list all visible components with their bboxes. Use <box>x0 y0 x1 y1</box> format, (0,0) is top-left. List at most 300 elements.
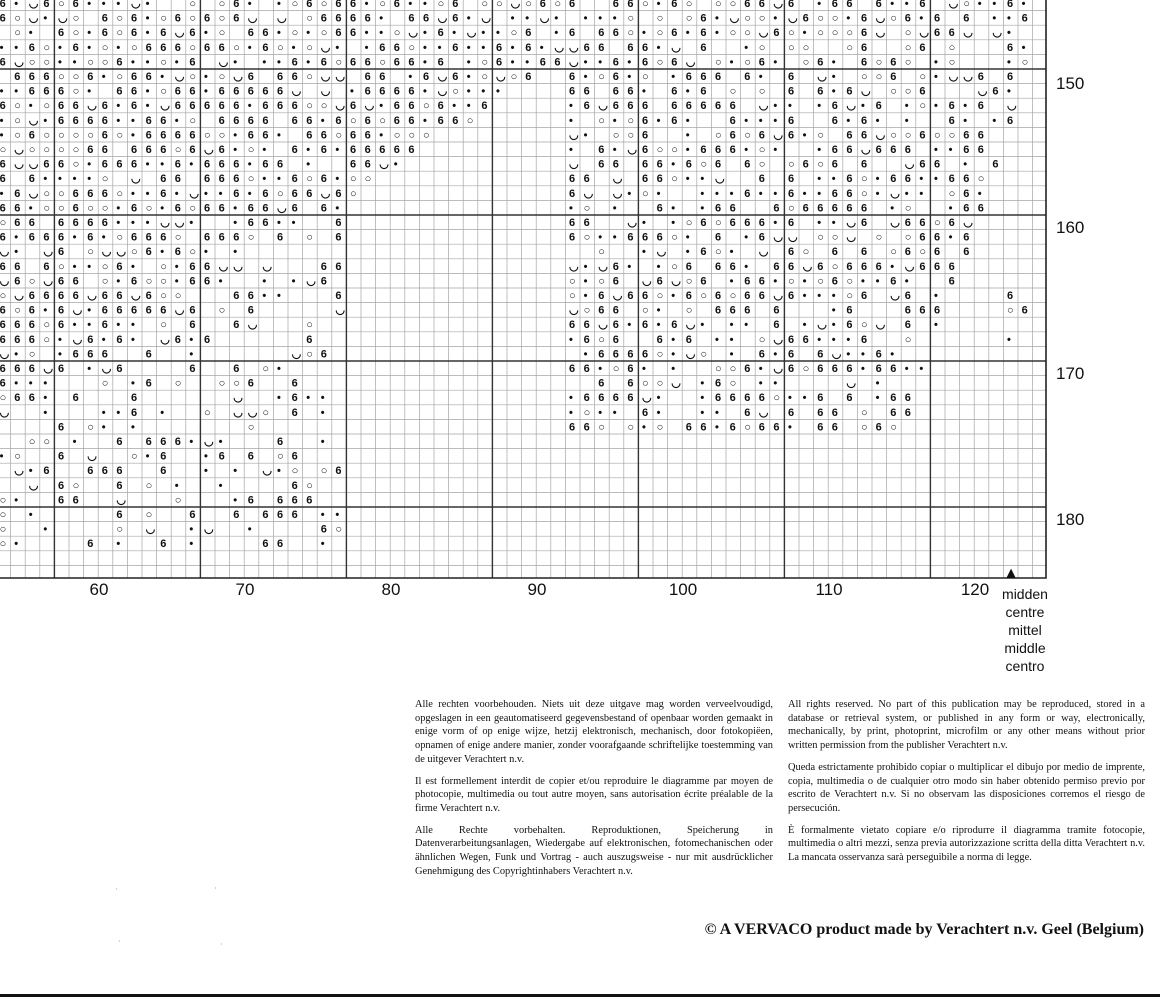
svg-text:○: ○ <box>0 538 7 551</box>
svg-text:○: ○ <box>481 56 489 69</box>
svg-text:•: • <box>145 187 150 200</box>
svg-text:○: ○ <box>700 348 708 361</box>
svg-text:•: • <box>744 144 749 156</box>
svg-text:6: 6 <box>569 231 576 244</box>
svg-text:6: 6 <box>131 71 138 83</box>
svg-text:6: 6 <box>247 27 254 40</box>
svg-text:6: 6 <box>642 129 649 142</box>
svg-text:6: 6 <box>28 392 35 405</box>
svg-text:•: • <box>320 114 325 127</box>
svg-text:•: • <box>320 538 325 551</box>
center-word-english: middle <box>1004 640 1046 656</box>
svg-text:•: • <box>846 333 851 346</box>
svg-text:•: • <box>934 56 938 69</box>
svg-text:6: 6 <box>58 231 65 244</box>
svg-text:○: ○ <box>817 275 824 288</box>
svg-text:6: 6 <box>174 158 181 171</box>
svg-text:◡: ◡ <box>773 129 784 142</box>
svg-text:◡: ◡ <box>204 436 214 448</box>
svg-text:○: ○ <box>58 202 65 215</box>
svg-text:◡: ◡ <box>204 144 214 156</box>
svg-text:6: 6 <box>350 100 357 113</box>
svg-text:○: ○ <box>0 494 7 507</box>
svg-text:◡: ◡ <box>28 158 39 171</box>
svg-text:6: 6 <box>145 436 152 448</box>
svg-text:•: • <box>320 509 325 521</box>
svg-text:◡: ◡ <box>890 187 900 200</box>
svg-text:6: 6 <box>101 27 108 40</box>
svg-text:6: 6 <box>247 114 254 127</box>
column-label-110: 110 <box>815 580 843 599</box>
svg-text:6: 6 <box>744 406 751 419</box>
svg-text:•: • <box>43 114 48 127</box>
svg-text:• <box>0 86 4 98</box>
svg-text:•: • <box>671 290 676 302</box>
svg-text:6: 6 <box>569 421 576 434</box>
svg-text:6: 6 <box>14 187 21 200</box>
svg-text:6: 6 <box>408 12 415 25</box>
svg-text:○: ○ <box>423 100 430 113</box>
svg-text:6: 6 <box>247 71 254 83</box>
svg-text:•: • <box>554 27 559 40</box>
svg-text:○: ○ <box>101 202 109 215</box>
svg-text:•: • <box>861 275 865 288</box>
svg-text:•: • <box>408 0 413 10</box>
svg-text:6: 6 <box>452 71 459 83</box>
svg-text:6: 6 <box>627 363 634 375</box>
svg-text:•: • <box>1021 0 1026 10</box>
svg-text:6: 6 <box>247 304 254 317</box>
svg-text:•: • <box>817 100 822 113</box>
svg-text:6: 6 <box>583 217 590 229</box>
svg-text:6: 6 <box>963 187 970 200</box>
svg-text:•: • <box>904 114 909 127</box>
svg-text:6: 6 <box>773 27 780 40</box>
svg-text:6: 6 <box>948 100 955 113</box>
svg-text:6: 6 <box>861 333 868 346</box>
svg-text:6: 6 <box>28 304 35 317</box>
svg-text:6: 6 <box>598 27 605 40</box>
svg-text:6: 6 <box>379 41 386 54</box>
svg-text:• <box>0 188 4 200</box>
svg-text:○: ○ <box>87 56 94 69</box>
svg-text:6: 6 <box>43 158 50 171</box>
svg-text:6: 6 <box>174 333 181 346</box>
svg-text:○: ○ <box>58 260 65 273</box>
svg-text:6: 6 <box>861 129 868 142</box>
svg-text:6: 6 <box>350 27 357 40</box>
svg-text:•: • <box>963 114 968 127</box>
legal-french: Il est formellement interdit de copier et/ou reproduire le diagramme par moyen de photocopie, multimedia ou tout autre moyen, sans autorisation écrite préalable de la firme Verachtert n.v. <box>415 775 773 814</box>
svg-text:•: • <box>218 187 223 200</box>
svg-text:○: ○ <box>233 41 240 54</box>
svg-text:6: 6 <box>569 85 576 98</box>
svg-text:6: 6 <box>43 290 50 302</box>
svg-text:◡: ◡ <box>569 56 579 69</box>
svg-text:○: ○ <box>700 158 708 171</box>
svg-text:6: 6 <box>788 0 795 10</box>
svg-text:6: 6 <box>101 348 108 361</box>
svg-text:•: • <box>233 494 238 507</box>
svg-text:○: ○ <box>627 114 635 127</box>
svg-text:•: • <box>583 290 588 302</box>
svg-text:•: • <box>773 100 778 113</box>
svg-text:6: 6 <box>116 509 123 521</box>
svg-text:6: 6 <box>291 187 298 200</box>
svg-text:6: 6 <box>14 333 21 346</box>
bottom-rule <box>0 994 1160 997</box>
svg-text:•: • <box>306 392 311 405</box>
svg-text:◡: ◡ <box>189 187 200 200</box>
svg-text:6: 6 <box>919 158 926 171</box>
svg-text:○: ○ <box>642 0 649 10</box>
svg-text:6: 6 <box>642 144 649 156</box>
svg-text:6: 6 <box>569 187 576 200</box>
svg-text:6: 6 <box>700 27 707 40</box>
svg-text:•: • <box>773 144 778 156</box>
svg-text:○: ○ <box>72 158 80 171</box>
svg-text:○: ○ <box>817 27 824 40</box>
svg-text:•: • <box>131 56 135 69</box>
svg-text:○: ○ <box>788 275 795 288</box>
svg-text:○: ○ <box>379 56 386 69</box>
svg-text:6: 6 <box>0 333 6 346</box>
svg-text:•: • <box>948 231 953 244</box>
svg-text:◡: ◡ <box>131 173 141 186</box>
svg-text:6: 6 <box>408 56 415 69</box>
svg-text:○: ○ <box>452 85 459 98</box>
svg-text:6: 6 <box>218 100 225 113</box>
svg-text:•: • <box>145 158 150 171</box>
legal-notice-left-column <box>415 698 773 886</box>
svg-text:•: • <box>685 173 690 186</box>
svg-text:6: 6 <box>773 304 780 317</box>
svg-text:6: 6 <box>43 260 50 273</box>
svg-text:◡: ◡ <box>612 290 623 302</box>
svg-text:6: 6 <box>861 246 868 259</box>
svg-text:6: 6 <box>569 319 576 332</box>
svg-text:6: 6 <box>87 114 94 127</box>
svg-text:•: • <box>72 56 77 69</box>
svg-text:•: • <box>174 56 179 69</box>
svg-text:•: • <box>598 12 603 25</box>
svg-text:6: 6 <box>831 363 838 375</box>
svg-text:○: ○ <box>1021 56 1029 69</box>
svg-text:◡: ◡ <box>671 275 681 288</box>
svg-text:6: 6 <box>72 348 79 361</box>
svg-text:○: ○ <box>817 158 824 171</box>
svg-text:6: 6 <box>598 41 605 54</box>
svg-text:•: • <box>116 319 121 332</box>
svg-text:6: 6 <box>861 290 868 302</box>
svg-text:•: • <box>875 173 880 186</box>
svg-text:6: 6 <box>233 509 240 521</box>
svg-text:•: • <box>145 27 150 40</box>
svg-text:6: 6 <box>218 85 225 98</box>
svg-text:6: 6 <box>393 100 400 113</box>
svg-text:◡: ◡ <box>14 144 24 156</box>
svg-text:•: • <box>145 12 150 25</box>
row-label-160: 160 <box>1056 218 1085 237</box>
svg-text:•: • <box>14 41 19 54</box>
svg-text:6: 6 <box>919 41 926 54</box>
svg-text:•: • <box>423 0 427 10</box>
svg-text:6: 6 <box>160 27 167 40</box>
svg-text:•: • <box>525 56 530 69</box>
svg-text:6: 6 <box>904 304 911 317</box>
svg-text:6: 6 <box>160 465 167 478</box>
svg-text:6: 6 <box>189 319 196 332</box>
svg-text:•: • <box>904 187 909 200</box>
svg-text:•: • <box>466 71 471 83</box>
svg-text:•: • <box>291 217 296 229</box>
svg-text:6: 6 <box>612 85 619 98</box>
svg-text:•: • <box>116 202 121 215</box>
svg-text:6: 6 <box>116 290 123 302</box>
svg-text:6: 6 <box>744 275 751 288</box>
svg-text:6: 6 <box>919 0 926 10</box>
svg-text:•: • <box>1007 12 1011 25</box>
svg-text:○: ○ <box>72 85 80 98</box>
svg-text:6: 6 <box>320 348 327 361</box>
svg-text:6: 6 <box>569 71 576 83</box>
svg-text:6: 6 <box>72 187 79 200</box>
svg-text:•: • <box>715 187 719 200</box>
svg-text:6: 6 <box>14 392 21 405</box>
svg-text:•: • <box>335 173 340 186</box>
svg-text:◡: ◡ <box>262 260 273 273</box>
svg-text:6: 6 <box>700 246 707 259</box>
svg-text:6: 6 <box>320 275 327 288</box>
svg-text:6: 6 <box>729 100 736 113</box>
svg-text:○: ○ <box>598 275 605 288</box>
svg-text:6: 6 <box>715 377 722 390</box>
svg-text:◡: ◡ <box>671 41 681 54</box>
center-legend <box>985 585 1065 675</box>
svg-text:○: ○ <box>14 129 21 142</box>
svg-text:6: 6 <box>291 114 298 127</box>
svg-text:◡: ◡ <box>802 260 813 273</box>
svg-text:○: ○ <box>393 129 401 142</box>
svg-text:○: ○ <box>116 523 124 536</box>
svg-text:○: ○ <box>671 231 678 244</box>
svg-text:6: 6 <box>131 392 138 405</box>
svg-text:6: 6 <box>101 114 108 127</box>
svg-text:○: ○ <box>831 27 839 40</box>
svg-text:6: 6 <box>744 217 751 229</box>
svg-text:6: 6 <box>525 71 532 83</box>
svg-text:○: ○ <box>817 129 824 142</box>
svg-text:6: 6 <box>788 187 795 200</box>
svg-text:6: 6 <box>233 100 240 113</box>
svg-text:•: • <box>116 41 121 54</box>
svg-text:○: ○ <box>875 56 883 69</box>
svg-text:○: ○ <box>306 231 313 244</box>
svg-text:6: 6 <box>656 202 663 215</box>
svg-text:•: • <box>992 12 997 25</box>
svg-text:○: ○ <box>14 114 21 127</box>
svg-text:6: 6 <box>262 158 269 171</box>
svg-text:6: 6 <box>627 392 634 405</box>
svg-text:•: • <box>101 406 106 419</box>
svg-text:6: 6 <box>72 392 79 405</box>
svg-text:•: • <box>437 41 442 54</box>
svg-text:○: ○ <box>861 406 868 419</box>
svg-text:•: • <box>831 173 836 186</box>
svg-text:○: ○ <box>72 129 80 142</box>
svg-text:○: ○ <box>671 173 678 186</box>
svg-text:6: 6 <box>306 114 313 127</box>
svg-text:•: • <box>277 173 281 186</box>
svg-text:•: • <box>262 173 267 186</box>
svg-text:◡: ◡ <box>72 333 83 346</box>
svg-text:6: 6 <box>598 348 605 361</box>
svg-text:•: • <box>569 114 573 127</box>
svg-text:○: ○ <box>861 421 868 434</box>
svg-text:○: ○ <box>174 377 182 390</box>
svg-text:•: • <box>904 0 909 10</box>
svg-text:○: ○ <box>671 144 678 156</box>
svg-text:○: ○ <box>875 71 883 83</box>
svg-text:○: ○ <box>861 319 868 332</box>
svg-text:6: 6 <box>992 85 999 98</box>
row-label-180: 180 <box>1056 510 1085 529</box>
svg-text:◡: ◡ <box>846 100 857 113</box>
svg-text:6: 6 <box>700 144 707 156</box>
svg-text:6: 6 <box>306 187 313 200</box>
svg-text:6: 6 <box>233 363 240 375</box>
svg-text:6: 6 <box>14 275 21 288</box>
svg-text:•: • <box>875 377 880 390</box>
svg-text:6: 6 <box>715 144 722 156</box>
svg-text:6: 6 <box>247 377 254 390</box>
svg-text:6: 6 <box>846 144 853 156</box>
svg-text:6: 6 <box>977 100 984 113</box>
svg-text:•: • <box>773 377 778 390</box>
svg-text:6: 6 <box>14 363 21 375</box>
svg-text:•: • <box>729 333 734 346</box>
svg-text:6: 6 <box>291 392 298 405</box>
svg-text:•: • <box>758 377 763 390</box>
svg-text:•: • <box>802 275 807 288</box>
svg-text:•: • <box>116 100 121 113</box>
svg-text:◡: ◡ <box>87 100 97 113</box>
svg-text:6: 6 <box>393 114 400 127</box>
svg-text:6: 6 <box>729 144 736 156</box>
svg-text:•: • <box>773 348 778 361</box>
svg-text:6: 6 <box>72 114 79 127</box>
svg-text:○: ○ <box>890 421 897 434</box>
svg-text:6: 6 <box>817 406 824 419</box>
svg-text:•: • <box>131 129 135 142</box>
svg-text:•: • <box>788 100 792 113</box>
svg-text:•: • <box>831 333 836 346</box>
svg-text:6: 6 <box>831 187 838 200</box>
svg-text:◡: ◡ <box>233 260 243 273</box>
svg-text:◡: ◡ <box>320 85 331 98</box>
svg-text:6: 6 <box>744 158 751 171</box>
svg-text:○: ○ <box>802 56 810 69</box>
svg-text:○: ○ <box>1007 304 1014 317</box>
legal-italian: È formalmente vietato copiare e/o riprodurre il diagramma tramite fotocopie, multimedia o altri mezzi, senza previa autorizzazione scritta della ditta Verachtert n.v. La mancata osservanza sarà perseguibile a norma di legge. <box>788 824 1145 864</box>
svg-text:6: 6 <box>685 100 692 113</box>
svg-text:6: 6 <box>393 85 400 98</box>
svg-text:6: 6 <box>393 144 400 156</box>
svg-text:6: 6 <box>101 290 108 302</box>
svg-text:•: • <box>510 41 515 54</box>
svg-text:6: 6 <box>131 158 138 171</box>
svg-text:6: 6 <box>277 231 284 244</box>
svg-text:6: 6 <box>919 304 926 317</box>
svg-text:6: 6 <box>831 246 838 259</box>
svg-text:○: ○ <box>101 56 109 69</box>
svg-text:6: 6 <box>364 71 371 83</box>
svg-text:◡: ◡ <box>569 260 579 273</box>
svg-text:○: ○ <box>189 202 197 215</box>
svg-text:6: 6 <box>116 304 123 317</box>
svg-text:•: • <box>116 114 121 127</box>
svg-text:6: 6 <box>204 260 211 273</box>
svg-text:•: • <box>627 56 632 69</box>
svg-text:6: 6 <box>350 12 357 25</box>
svg-text:6: 6 <box>291 450 298 463</box>
svg-text:◡: ◡ <box>598 319 608 332</box>
svg-text:○: ○ <box>160 275 167 288</box>
svg-text:◡: ◡ <box>904 158 915 171</box>
svg-text:6: 6 <box>758 129 765 142</box>
svg-text:6: 6 <box>715 100 722 113</box>
svg-text:○: ○ <box>627 421 635 434</box>
svg-text:6: 6 <box>963 202 970 215</box>
svg-text:•: • <box>934 71 938 83</box>
svg-text:•: • <box>700 319 705 332</box>
svg-text:•: • <box>612 202 617 215</box>
svg-text:◡: ◡ <box>408 27 419 40</box>
svg-text:•: • <box>685 231 690 244</box>
svg-text:6: 6 <box>831 114 838 127</box>
svg-text:6: 6 <box>204 100 211 113</box>
svg-text:◡: ◡ <box>919 27 930 40</box>
svg-text:•: • <box>963 100 968 113</box>
svg-text:◡: ◡ <box>233 406 243 419</box>
svg-text:6: 6 <box>729 392 736 405</box>
svg-text:•: • <box>335 41 340 54</box>
svg-text:6: 6 <box>612 275 619 288</box>
svg-text:6: 6 <box>890 71 897 83</box>
svg-text:•: • <box>423 41 427 54</box>
svg-text:6: 6 <box>744 304 751 317</box>
svg-text:○: ○ <box>963 0 970 10</box>
svg-text:•: • <box>160 202 165 215</box>
svg-text:6: 6 <box>861 56 868 69</box>
svg-text:○: ○ <box>43 333 51 346</box>
svg-text:6: 6 <box>116 333 123 346</box>
svg-text:6: 6 <box>875 260 882 273</box>
svg-text:6: 6 <box>715 260 722 273</box>
svg-text:○: ○ <box>189 12 197 25</box>
svg-text:6: 6 <box>671 56 678 69</box>
svg-text:○: ○ <box>685 275 693 288</box>
svg-text:○: ○ <box>350 173 357 186</box>
svg-text:○: ○ <box>262 363 270 375</box>
svg-text:6: 6 <box>656 158 663 171</box>
svg-text:•: • <box>715 333 719 346</box>
svg-text:6: 6 <box>744 392 751 405</box>
svg-text:◡: ◡ <box>671 377 681 390</box>
svg-text:○: ○ <box>788 202 795 215</box>
svg-text:6: 6 <box>233 319 240 332</box>
svg-text:6: 6 <box>131 27 138 40</box>
